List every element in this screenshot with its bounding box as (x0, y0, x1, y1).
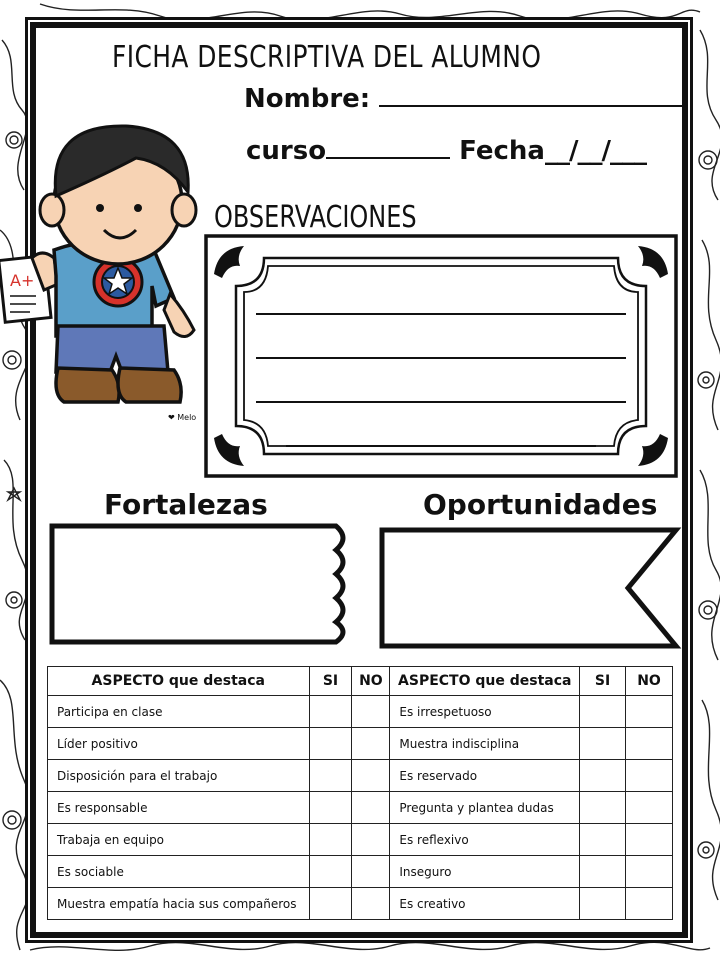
no-checkbox-cell[interactable] (352, 760, 390, 792)
no-header: NO (352, 667, 390, 696)
aspect-cell: Pregunta y plantea dudas (390, 792, 580, 824)
yes-checkbox-cell[interactable] (309, 696, 352, 728)
aspect-cell: Es reflexivo (390, 824, 580, 856)
course-label: curso (246, 136, 327, 166)
yes-header: SI (309, 667, 352, 696)
no-checkbox-cell[interactable] (352, 696, 390, 728)
aspects-table (47, 666, 673, 920)
yes-checkbox-cell[interactable] (580, 696, 626, 728)
yes-checkbox-cell[interactable] (309, 824, 352, 856)
aspect-header: ASPECTO que destaca (390, 667, 580, 696)
name-label: Nombre: (244, 84, 371, 114)
observations-box[interactable] (204, 234, 678, 478)
no-checkbox-cell[interactable] (626, 760, 673, 792)
aspect-cell: Muestra indisciplina (390, 728, 580, 760)
aspect-cell: Es reservado (390, 760, 580, 792)
strengths-label: Fortalezas (104, 488, 268, 521)
table-row (48, 824, 673, 856)
aspect-header: ASPECTO que destaca (48, 667, 310, 696)
yes-checkbox-cell[interactable] (580, 792, 626, 824)
table-header-row (48, 667, 673, 696)
aspect-cell: Disposición para el trabajo (48, 760, 310, 792)
yes-checkbox-cell[interactable] (580, 888, 626, 920)
course-date-field (246, 136, 646, 166)
aspect-cell: Líder positivo (48, 728, 310, 760)
yes-checkbox-cell[interactable] (309, 792, 352, 824)
table-row (48, 728, 673, 760)
svg-text:❤ Melo: ❤ Melo (168, 413, 197, 422)
course-blank-line[interactable] (326, 157, 450, 159)
no-checkbox-cell[interactable] (352, 792, 390, 824)
aspect-cell: Es creativo (390, 888, 580, 920)
date-label: Fecha (459, 136, 545, 166)
no-header: NO (626, 667, 673, 696)
yes-checkbox-cell[interactable] (580, 728, 626, 760)
aspect-cell: Es sociable (48, 856, 310, 888)
yes-checkbox-cell[interactable] (309, 728, 352, 760)
no-checkbox-cell[interactable] (626, 824, 673, 856)
opportunities-box[interactable] (378, 526, 682, 654)
yes-header: SI (580, 667, 626, 696)
yes-checkbox-cell[interactable] (309, 888, 352, 920)
aspect-cell: Es responsable (48, 792, 310, 824)
aspect-cell: Trabaja en equipo (48, 824, 310, 856)
yes-checkbox-cell[interactable] (580, 824, 626, 856)
name-field (244, 84, 685, 114)
no-checkbox-cell[interactable] (352, 728, 390, 760)
aspect-cell: Inseguro (390, 856, 580, 888)
table-row (48, 792, 673, 824)
student-illustration (0, 110, 210, 430)
observations-title: OBSERVACIONES (214, 200, 417, 235)
table-row (48, 696, 673, 728)
no-checkbox-cell[interactable] (626, 792, 673, 824)
opportunities-label: Oportunidades (423, 488, 658, 521)
aspect-cell: Es irrespetuoso (390, 696, 580, 728)
aspect-cell: Participa en clase (48, 696, 310, 728)
table-row (48, 856, 673, 888)
yes-checkbox-cell[interactable] (309, 760, 352, 792)
yes-checkbox-cell[interactable] (580, 760, 626, 792)
no-checkbox-cell[interactable] (352, 888, 390, 920)
no-checkbox-cell[interactable] (352, 856, 390, 888)
yes-checkbox-cell[interactable] (309, 856, 352, 888)
no-checkbox-cell[interactable] (352, 824, 390, 856)
name-blank-line[interactable] (379, 105, 685, 107)
page-title: FICHA DESCRIPTIVA DEL ALUMNO (112, 40, 542, 75)
table-row (48, 760, 673, 792)
svg-text:A+: A+ (10, 271, 35, 290)
date-blank[interactable]: __/__/___ (544, 136, 646, 166)
no-checkbox-cell[interactable] (626, 856, 673, 888)
yes-checkbox-cell[interactable] (580, 856, 626, 888)
strengths-box[interactable] (48, 522, 352, 648)
no-checkbox-cell[interactable] (626, 696, 673, 728)
no-checkbox-cell[interactable] (626, 888, 673, 920)
aspect-cell: Muestra empatía hacia sus compañeros (48, 888, 310, 920)
table-row (48, 888, 673, 920)
no-checkbox-cell[interactable] (626, 728, 673, 760)
